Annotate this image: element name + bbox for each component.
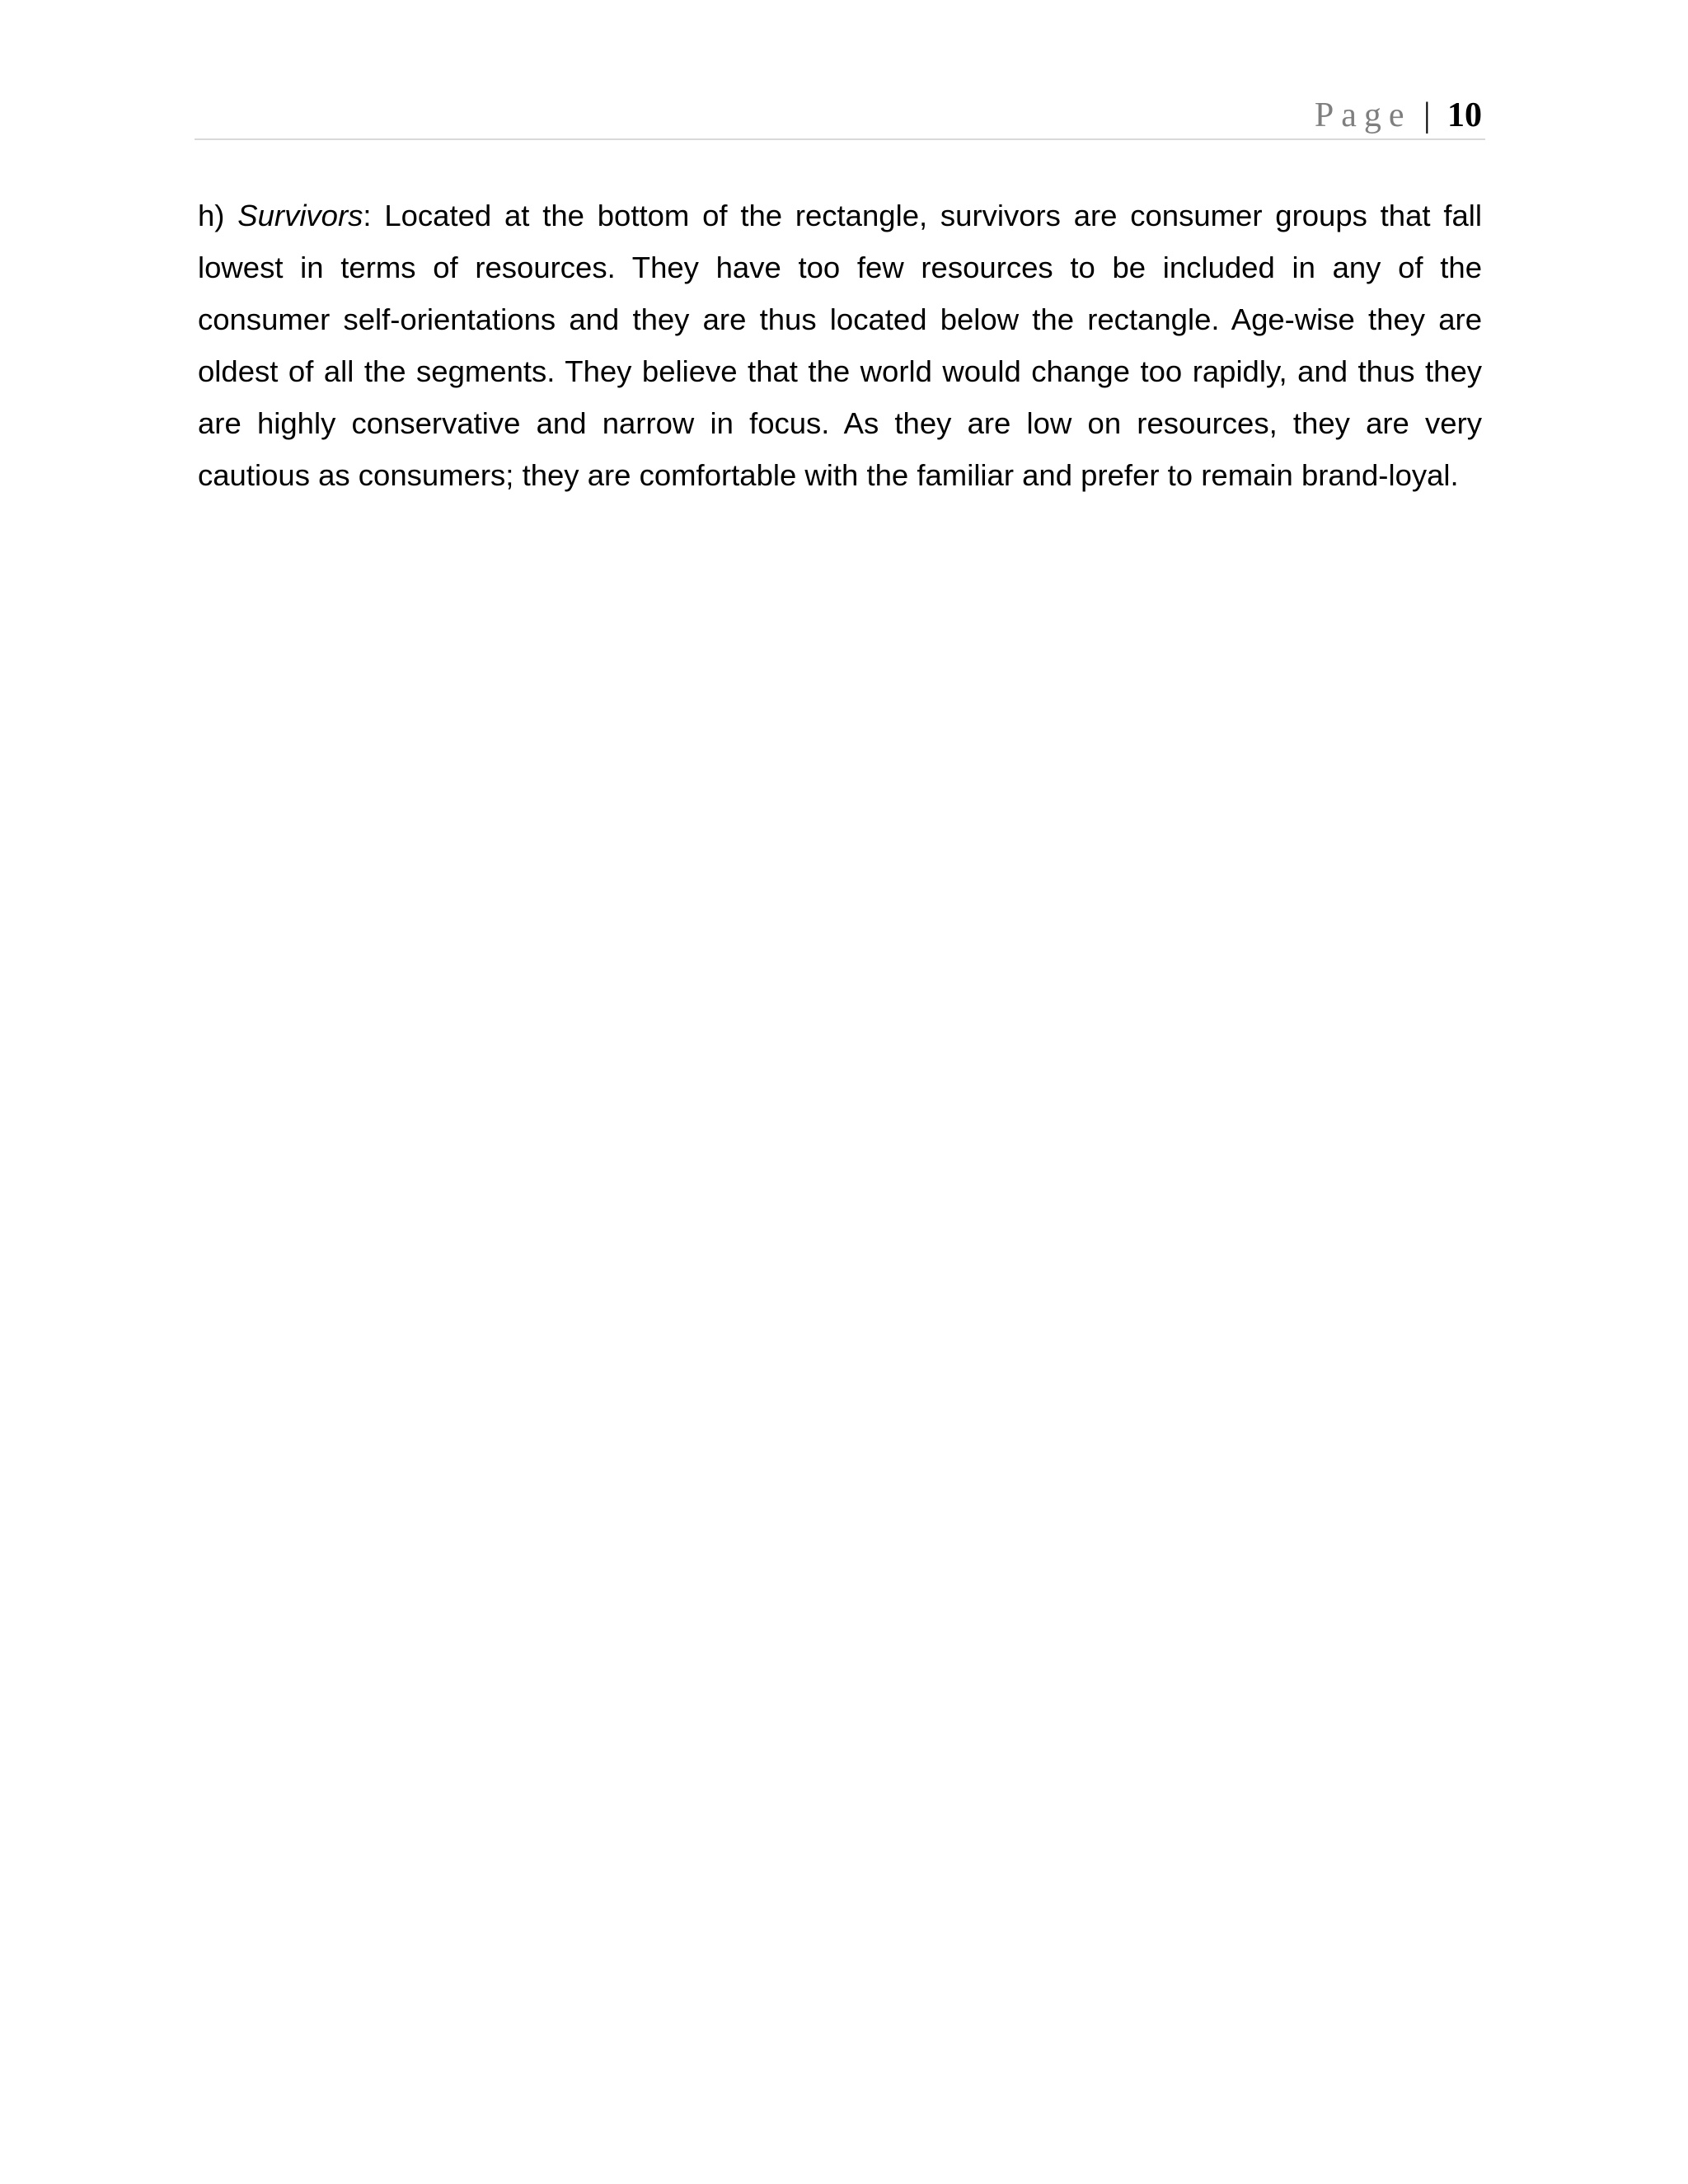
body-paragraph	[198, 190, 1482, 501]
term-survivors: Survivors	[237, 199, 363, 232]
page-number: 10	[1447, 96, 1482, 134]
list-marker: h)	[198, 199, 225, 232]
paragraph-text: : Located at the bottom of the rectangle, survivors are consumer groups that fall lowest in terms of resources. They have too few resources to be included in any of the consumer self-orientations and they are thus located below the rectangle. Age-wise they are oldest of all the segments. They believe that the world would change too rapidly, and thus they are highly conservative and narrow in focus. As they are low on resources, they are very cautious as consumers; they are comfortable with the familiar and prefer to remain brand-loyal.	[198, 199, 1482, 492]
page-separator: |	[1423, 96, 1431, 134]
header-rule	[195, 138, 1485, 140]
page-header	[195, 92, 1485, 138]
page-label: Page	[1314, 96, 1412, 134]
